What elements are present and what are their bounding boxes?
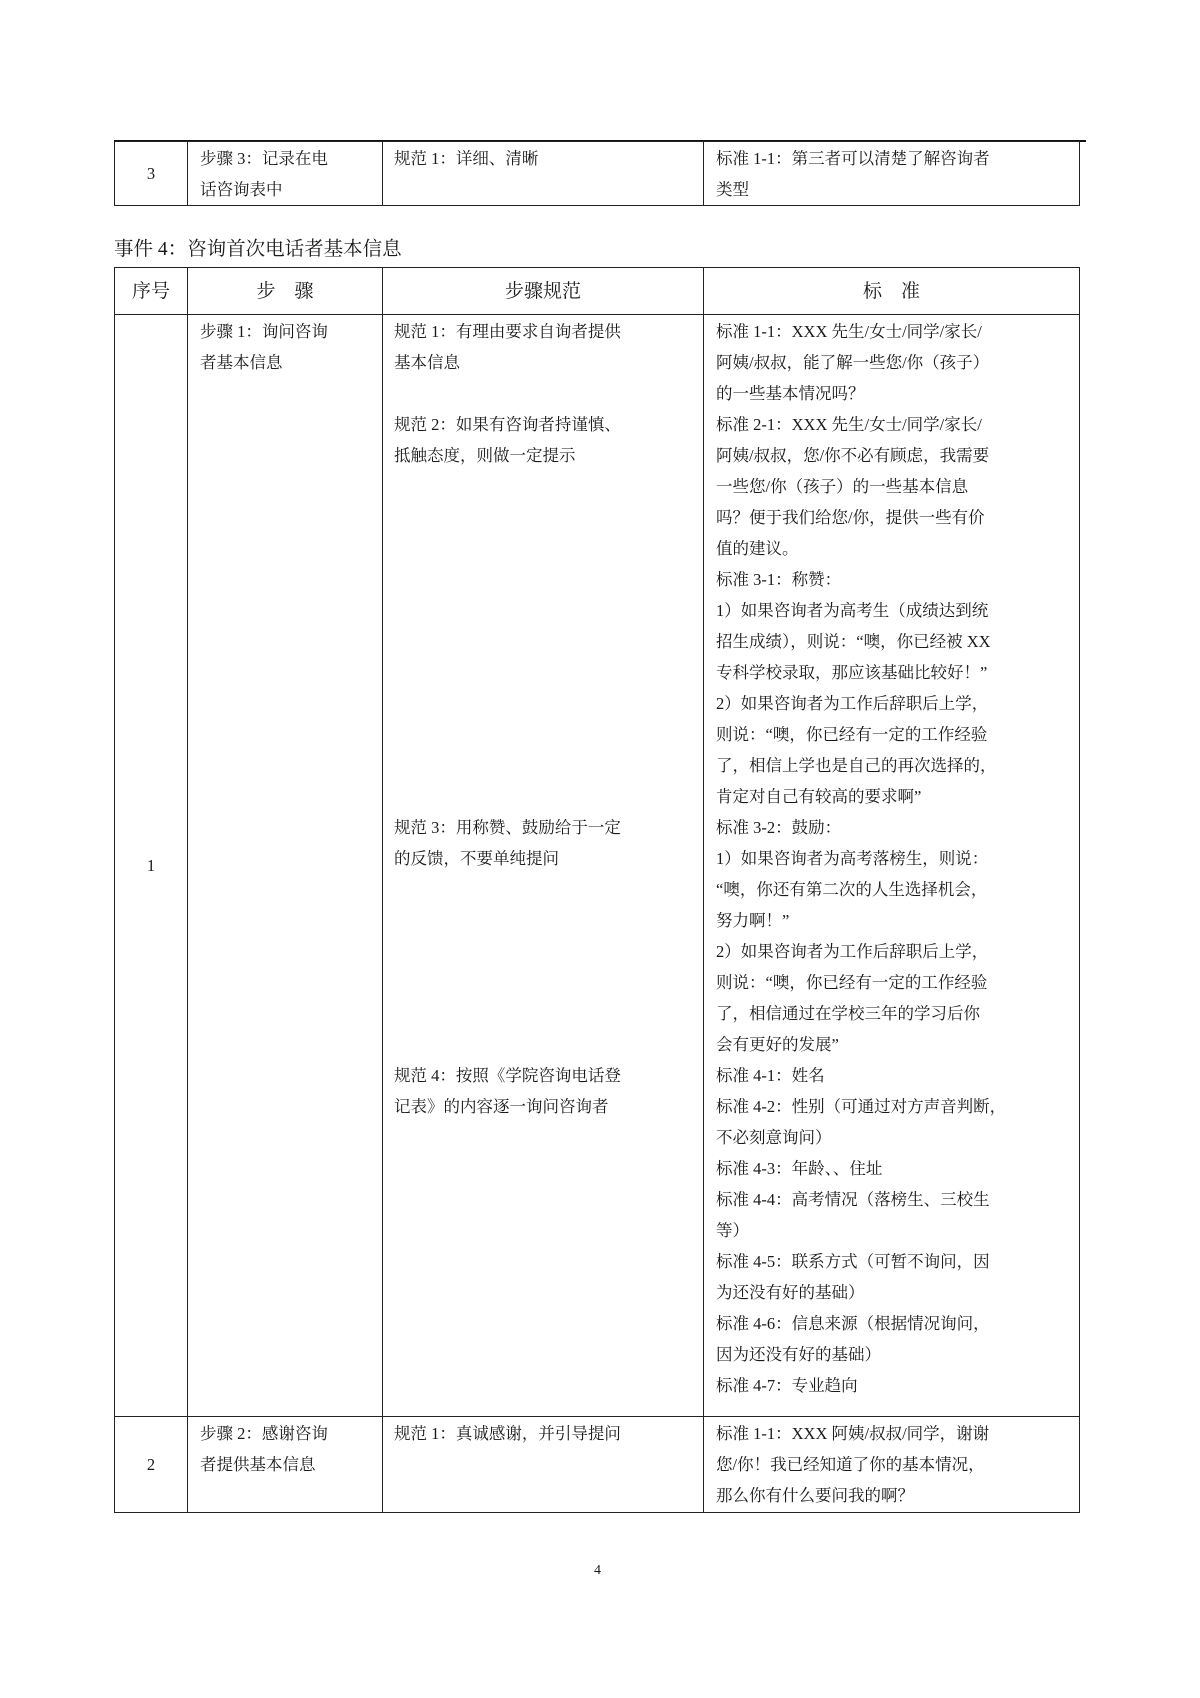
text-line: 标准 4-4：高考情况（落榜生、三校生 [716, 1190, 990, 1209]
text-line: 步骤 1：询问咨询 [200, 322, 328, 341]
row-number: 2 [115, 1417, 188, 1513]
text-line: 规范 2：如果有咨询者持谨慎、 [394, 415, 621, 434]
standard-cell [704, 315, 1080, 1417]
text-line: 标准 4-3：年龄、、住址 [716, 1159, 883, 1178]
text-line: 规范 4：按照《学院咨询电话登 [394, 1066, 621, 1085]
row-number: 1 [115, 315, 188, 1417]
text-line: 2）如果咨询者为工作后辞职后上学， [716, 942, 989, 961]
text-line: 标准 4-5：联系方式（可暂不询问，因 [716, 1252, 990, 1271]
text-line: 为还没有好的基础） [716, 1283, 865, 1302]
text-line: 的反馈，不要单纯提问 [394, 849, 559, 868]
text-line: 规范 1：真诚感谢，并引导提问 [394, 1424, 621, 1443]
text-line: 话咨询表中 [200, 180, 283, 199]
text-line: 则说：“噢，你已经有一定的工作经验 [716, 973, 988, 992]
text-line: 步骤 3：记录在电 [200, 149, 328, 168]
text-line: 标准 4-6：信息来源（根据情况询问， [716, 1314, 990, 1333]
text-line: 阿姨/叔叔，您/你不必有顾虑，我需要 [716, 446, 990, 465]
header-step: 步 骤 [188, 268, 383, 315]
table-row [115, 1417, 1080, 1513]
text-line: 吗？便于我们给您/你，提供一些有价 [716, 508, 985, 527]
spec-4 [394, 1060, 621, 1122]
step-cell [188, 315, 383, 1417]
text-line: 规范 1：有理由要求自询者提供 [394, 322, 621, 341]
standard-cell [704, 142, 1080, 206]
text-line: 标准 3-1：称赞： [716, 570, 842, 589]
text-line: 标准 2-1：XXX 先生/女士/同学/家长/ [716, 415, 982, 434]
text-line: 类型 [716, 180, 749, 199]
table-row [115, 315, 1080, 1417]
text-line: 肯定对自己有较高的要求啊” [716, 787, 922, 806]
text-line: 标准 4-1：姓名 [716, 1066, 825, 1085]
text-line: 因为还没有好的基础） [716, 1345, 881, 1364]
spec-3 [394, 812, 621, 874]
spec-cell [383, 315, 704, 1417]
standard-cell [704, 1417, 1080, 1513]
step-cell [188, 1417, 383, 1513]
text-line: 的一些基本情况吗？ [716, 384, 865, 403]
text-line: 规范 3：用称赞、鼓励给于一定 [394, 818, 621, 837]
text-line: 记表》的内容逐一询问咨询者 [394, 1097, 609, 1116]
header-number: 序号 [115, 268, 188, 315]
header-standard: 标 准 [704, 268, 1080, 315]
text-line: 标准 4-2：性别（可通过对方声音判断， [716, 1097, 1007, 1116]
text-line: 那么你有什么要问我的啊？ [716, 1486, 914, 1505]
text-line: 等） [716, 1221, 749, 1240]
table-row [115, 142, 1080, 206]
spec-1 [394, 316, 621, 378]
text-line: 者提供基本信息 [200, 1455, 316, 1474]
text-line: 基本信息 [394, 353, 460, 372]
event-4-table [114, 267, 1080, 1513]
text-line: 招生成绩），则说：“噢，你已经被 XX [716, 632, 991, 651]
spec-cell [383, 142, 704, 206]
text-line: 了，相信通过在学校三年的学习后你 [716, 1004, 980, 1023]
text-line: 标准 1-1：XXX 阿姨/叔叔/同学，谢谢 [716, 1424, 990, 1443]
text-line: 值的建议。 [716, 539, 799, 558]
page-number: 4 [594, 1563, 601, 1578]
text-line: 则说：“噢，你已经有一定的工作经验 [716, 725, 988, 744]
text-line: 专科学校录取，那应该基础比较好！” [716, 663, 988, 682]
text-line: 阿姨/叔叔，能了解一些您/你（孩子） [716, 353, 990, 372]
text-line: 您/你！我已经知道了你的基本情况， [716, 1455, 985, 1474]
text-line: 规范 1：详细、清晰 [394, 149, 539, 168]
spec-cell [383, 1417, 704, 1513]
text-line: 2）如果咨询者为工作后辞职后上学， [716, 694, 989, 713]
text-line: 者基本信息 [200, 353, 283, 372]
text-line: 标准 3-2：鼓励： [716, 818, 842, 837]
spec-2 [394, 409, 621, 471]
table-header-row [115, 268, 1080, 315]
text-line: 标准 1-1：XXX 先生/女士/同学/家长/ [716, 322, 982, 341]
text-line: 一些您/你（孩子）的一些基本信息 [716, 477, 969, 496]
text-line: 抵触态度，则做一定提示 [394, 446, 576, 465]
text-line: 1）如果咨询者为高考落榜生，则说： [716, 849, 989, 868]
text-line: 标准 4-7：专业趋向 [716, 1376, 858, 1395]
text-line: 了，相信上学也是自己的再次选择的， [716, 756, 997, 775]
event-title: 事件 4：咨询首次电话者基本信息 [114, 239, 402, 260]
header-spec: 步骤规范 [383, 268, 704, 315]
text-line: 标准 1-1：第三者可以清楚了解咨询者 [716, 149, 990, 168]
text-line: 会有更好的发展” [716, 1035, 839, 1054]
row-number: 3 [115, 142, 188, 206]
text-line: 1）如果咨询者为高考生（成绩达到统 [716, 601, 989, 620]
step-cell [188, 142, 383, 206]
text-line: 不必刻意询问） [716, 1128, 832, 1147]
text-line: 努力啊！” [716, 911, 790, 930]
text-line: “噢，你还有第二次的人生选择机会， [716, 880, 988, 899]
text-line: 步骤 2：感谢咨询 [200, 1424, 328, 1443]
previous-event-table [114, 141, 1080, 206]
